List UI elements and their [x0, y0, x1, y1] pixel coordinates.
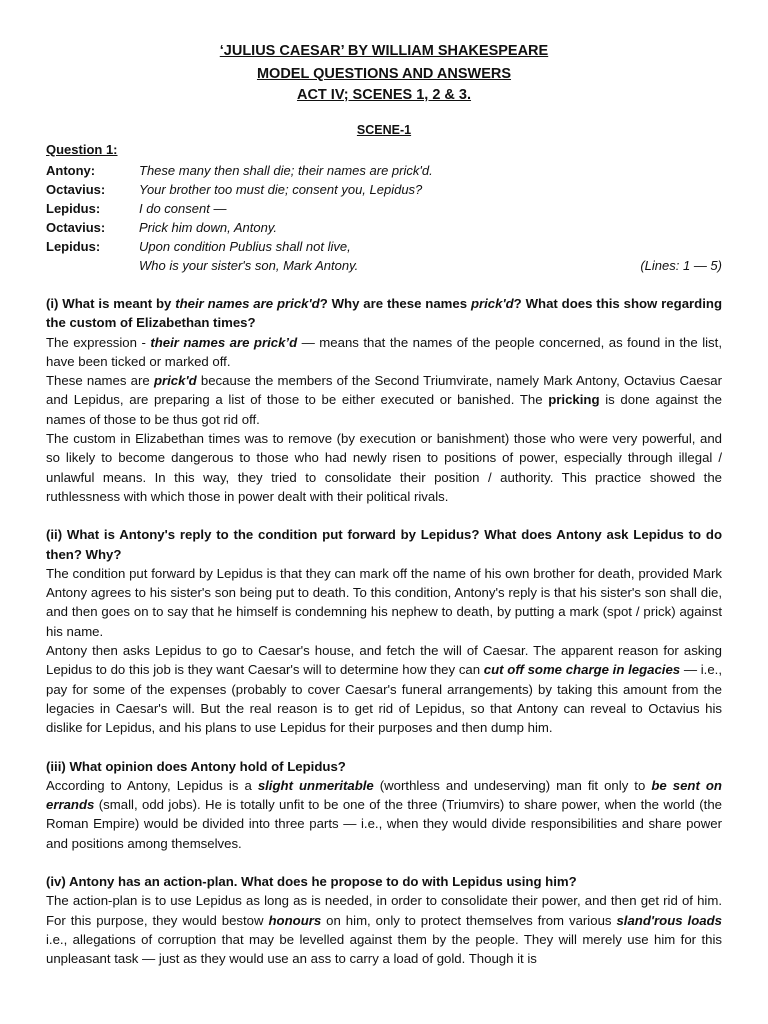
speech-line: These many then shall die; their names are prick'd. — [139, 163, 433, 178]
question-2: (ii) What is Antony's reply to the condition put forward by Lepidus? What does Antony ask Lepidus to do then? Why? — [46, 527, 722, 562]
question-1: (i) What is meant by their names are prick'd? Why are these names prick'd? What does this show regarding the custom of Elizabethan times? — [46, 296, 722, 331]
extract-line — [46, 199, 722, 218]
speech-line: I do consent — — [139, 201, 227, 216]
speaker-name: Octavius: — [46, 220, 106, 235]
speaker-name: Antony: — [46, 163, 96, 178]
answer-paragraph: These names are prick'd because the members of the Second Triumvirate, namely Mark Antony, Octavius Caesar and Lepidus, are preparing a list of those to be either executed or banished. The pricking is done against the names of those to be thus got rid off. — [46, 373, 722, 427]
extract-line — [46, 218, 722, 237]
speech-line: Upon condition Publius shall not live, — [139, 239, 351, 254]
answer-paragraph: Antony then asks Lepidus to go to Caesar's house, and fetch the will of Caesar. The apparent reason for asking Lepidus to do this job is they want Caesar's will to determine how they can cut off some charge in legacies — i.e., pay for some of the expenses (probably to cover Caesar's funeral arrangements) by taking this amount from the legacies in Caesar's will. But the real reason is to get rid of Lepidus, so that Antony can reveal to Octavius his dislike for Lepidus, and his plans to use Lepidus for their purposes and then dump him. — [46, 643, 723, 736]
question-4: (iv) Antony has an action-plan. What does he propose to do with Lepidus using him? — [46, 874, 577, 890]
speech-line: Your brother too must die; consent you, Lepidus? — [139, 182, 423, 197]
scene-heading: SCENE-1 — [356, 123, 412, 137]
question-3: (iii) What opinion does Antony hold of Lepidus? — [46, 758, 346, 774]
speech-line: Who is your sister's son, Mark Antony. — [139, 258, 359, 273]
answer-paragraph: The condition put forward by Lepidus is that they can mark off the name of his own brother for death, provided Mark Antony agrees to his sister's son being put to death. To this condition, Antony's reply is that his sister's son shall die, and then goes on to say that he himself is condemning his nephew to death, by putting a mark (spot / prick) against his name. — [46, 565, 722, 639]
extract-line — [46, 256, 722, 275]
question-label: Question 1: — [46, 142, 118, 157]
answers-body — [46, 294, 722, 969]
answer-paragraph: According to Antony, Lepidus is a slight unmeritable (worthless and undeserving) man fit only to be sent on errands (small, odd jobs). He is totally unfit to be one of the three (Triumvirs) to share power, when the world (the Roman Empire) would be divided into three parts — i.e., when they would divide responsibilities and share power and positions among themselves. — [46, 777, 722, 851]
extract-line — [46, 237, 722, 256]
extract-line — [46, 161, 722, 180]
document-act-heading: ACT IV; SCENES 1, 2 & 3. — [296, 87, 472, 103]
speaker-name: Lepidus: — [46, 201, 101, 216]
speaker-name: Octavius: — [46, 182, 106, 197]
speaker-name: Lepidus: — [46, 239, 101, 254]
extract-line — [46, 180, 722, 199]
answer-paragraph: The custom in Elizabethan times was to remove (by execution or banishment) those who were very powerful, and so likely to become dangerous to those who had newly risen to positions of power, especially through illegal / unlawful means. In this way, they tried to consolidate their position / authority. This practice showed the ruthlessness with which those in power dealt with their political rivals. — [46, 431, 722, 504]
answer-paragraph: The expression - their names are prick’d — means that the names of the people concerned, as found in the list, have been ticked or marked off. — [46, 334, 722, 369]
lines-reference: (Lines: 1 — 5) — [640, 258, 722, 273]
speech-line: Prick him down, Antony. — [139, 220, 277, 235]
document-title: ‘JULIUS CAESAR’ BY WILLIAM SHAKESPEARE — [219, 43, 549, 59]
answer-paragraph: The action-plan is to use Lepidus as long as is needed, in order to consolidate their power, and then get rid of him. For this purpose, they would bestow honours on him, only to protect themselves from various sland'rous loads i.e., allegations of corruption that may be levelled against them by the people. They will merely use him for this unpleasant task — just as they would use an ass to carry a load of gold. Though it is — [46, 893, 723, 967]
document-subtitle: MODEL QUESTIONS AND ANSWERS — [256, 66, 512, 82]
